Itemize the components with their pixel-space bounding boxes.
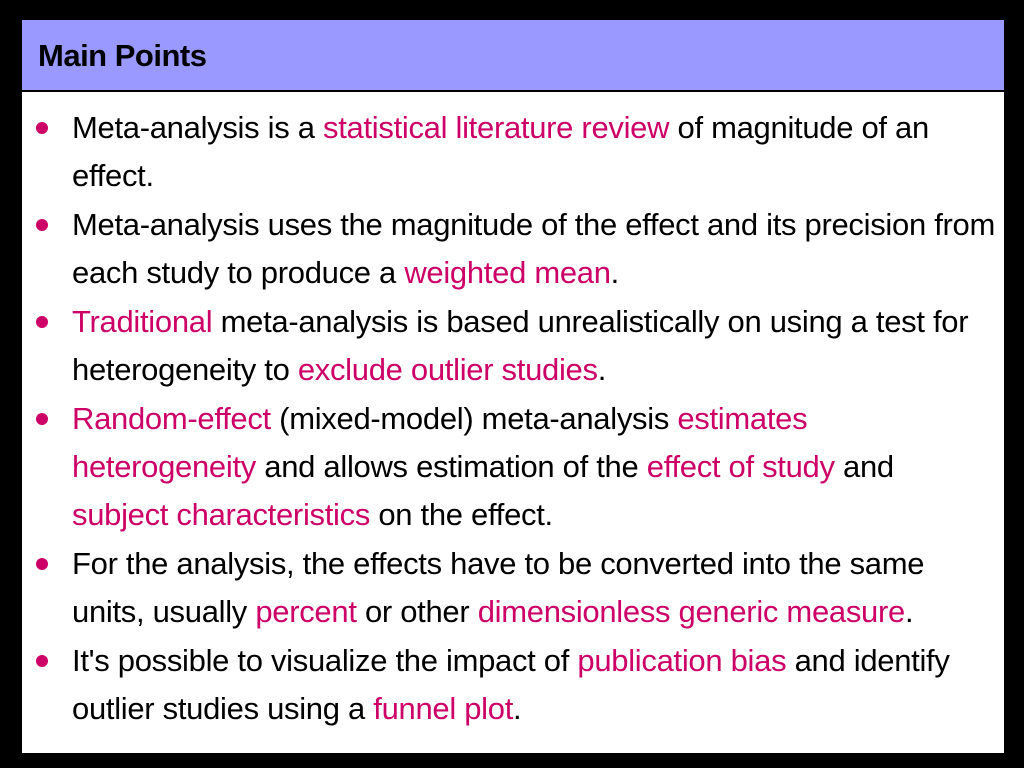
bullet-text: .	[513, 691, 522, 726]
bullet-text: meta-analysis is based unrealistically on using a test for heterogeneity to	[72, 304, 969, 387]
bullet-dot-icon	[36, 655, 48, 667]
highlighted-term: effect of study	[646, 449, 835, 484]
bullet-dot-icon	[36, 413, 48, 425]
bullet-item	[22, 104, 1004, 200]
bullet-item	[22, 201, 1004, 297]
highlighted-term: estimates heterogeneity	[72, 401, 808, 484]
slide-title: Main Points	[38, 38, 207, 73]
bullet-text: on the effect.	[370, 497, 553, 532]
bullet-item	[22, 637, 1004, 733]
bullet-text: and allows estimation of the	[255, 449, 647, 484]
bullet-text: of magnitude of an effect.	[72, 110, 929, 193]
highlighted-term: exclude outlier studies	[297, 352, 598, 387]
highlighted-term: dimensionless generic measure	[477, 594, 905, 629]
bullet-dot-icon	[36, 219, 48, 231]
bullet-text: Meta-analysis is a	[72, 110, 324, 145]
bullet-list	[22, 104, 1004, 734]
bullet-text: It's possible to visualize the impact of	[72, 643, 578, 678]
slide	[22, 20, 1004, 753]
bullet-text: For the analysis, the effects have to be converted into the same units, usually	[72, 546, 925, 629]
title-bar	[22, 20, 1004, 92]
bullet-text: or other	[356, 594, 478, 629]
bullet-text: .	[904, 594, 914, 629]
bullet-text: (mixed-model) meta-analysis	[270, 401, 678, 436]
highlighted-term: statistical literature review	[323, 110, 670, 145]
highlighted-term: Random-effect	[72, 401, 271, 436]
bullet-item	[22, 540, 1004, 636]
bullet-text: .	[610, 255, 619, 290]
highlighted-term: subject characteristics	[72, 497, 371, 532]
bullet-item	[22, 395, 1004, 539]
bullet-text: and	[834, 449, 894, 484]
bullet-dot-icon	[36, 558, 48, 570]
bullet-item	[22, 298, 1004, 394]
bullet-dot-icon	[36, 316, 48, 328]
bullet-text: and identify outlier studies using a	[72, 643, 950, 726]
highlighted-term: weighted mean	[404, 255, 611, 290]
bullet-text: .	[597, 352, 607, 387]
highlighted-term: percent	[255, 594, 357, 629]
highlighted-term: funnel plot	[373, 691, 514, 726]
bullet-text: Meta-analysis uses the magnitude of the effect and its precision from each study to produce a	[72, 207, 995, 290]
highlighted-term: Traditional	[72, 304, 213, 339]
bullet-dot-icon	[36, 122, 48, 134]
highlighted-term: publication bias	[577, 643, 787, 678]
